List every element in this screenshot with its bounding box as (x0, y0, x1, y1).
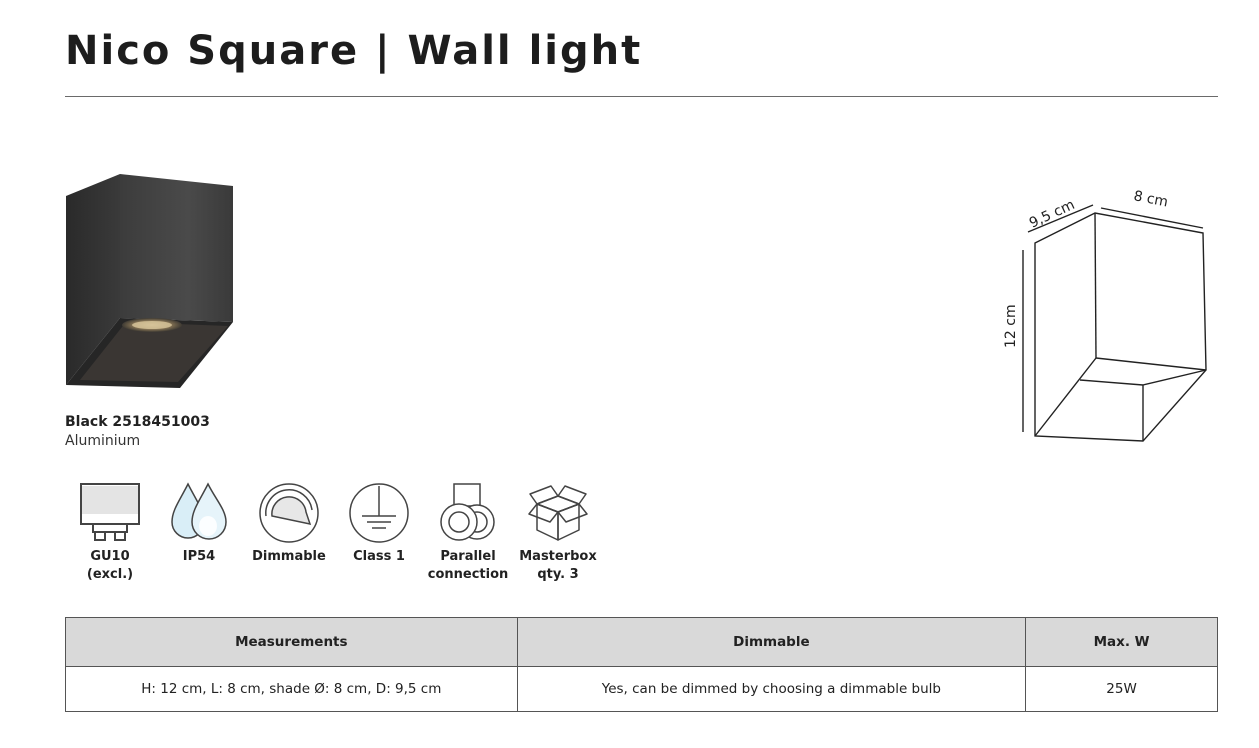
material-text: Aluminium (65, 433, 141, 449)
header-dimmable: Dimmable (517, 618, 1026, 667)
depth-label: 9,5 cm (1026, 196, 1078, 232)
ip54-water-drops-icon (168, 482, 230, 544)
feature-masterbox (508, 482, 608, 584)
page-title: Nico Square | Wall light (65, 28, 643, 74)
table-header-row (66, 618, 1218, 667)
cell-measurements: H: 12 cm, L: 8 cm, shade Ø: 8 cm, D: 9,5 cm (66, 667, 518, 712)
table-row (66, 667, 1218, 712)
height-label: 12 cm (1003, 304, 1019, 348)
feature-label: IP54 (182, 549, 216, 564)
header-measurements: Measurements (66, 618, 518, 667)
parallel-connection-icon (437, 482, 499, 544)
feature-label: Parallel connection (427, 549, 509, 582)
specs-table (65, 617, 1218, 712)
gu10-bulb-icon (79, 482, 141, 544)
feature-gu10 (60, 482, 160, 584)
feature-label: Masterbox qty. 3 (519, 549, 597, 582)
cell-max-w: 25W (1026, 667, 1218, 712)
cell-dimmable: Yes, can be dimmed by choosing a dimmable bulb (517, 667, 1026, 712)
feature-ip54 (149, 482, 249, 566)
feature-dimmable (239, 482, 339, 566)
feature-label: Class 1 (353, 549, 405, 564)
feature-parallel-connection (418, 482, 518, 584)
dimmable-icon (258, 482, 320, 544)
class-1-ground-icon (348, 482, 410, 544)
product-image (60, 170, 240, 390)
variant-name: Black 2518451003 (65, 414, 210, 430)
feature-label: Dimmable (252, 549, 326, 564)
title-divider (65, 96, 1218, 97)
dimension-diagram (995, 180, 1220, 445)
width-label: 8 cm (1132, 188, 1170, 211)
feature-class-1 (329, 482, 429, 566)
masterbox-icon (527, 482, 589, 544)
header-max-w: Max. W (1026, 618, 1218, 667)
feature-label: GU10 (excl.) (86, 549, 134, 582)
product-variant (65, 413, 210, 451)
